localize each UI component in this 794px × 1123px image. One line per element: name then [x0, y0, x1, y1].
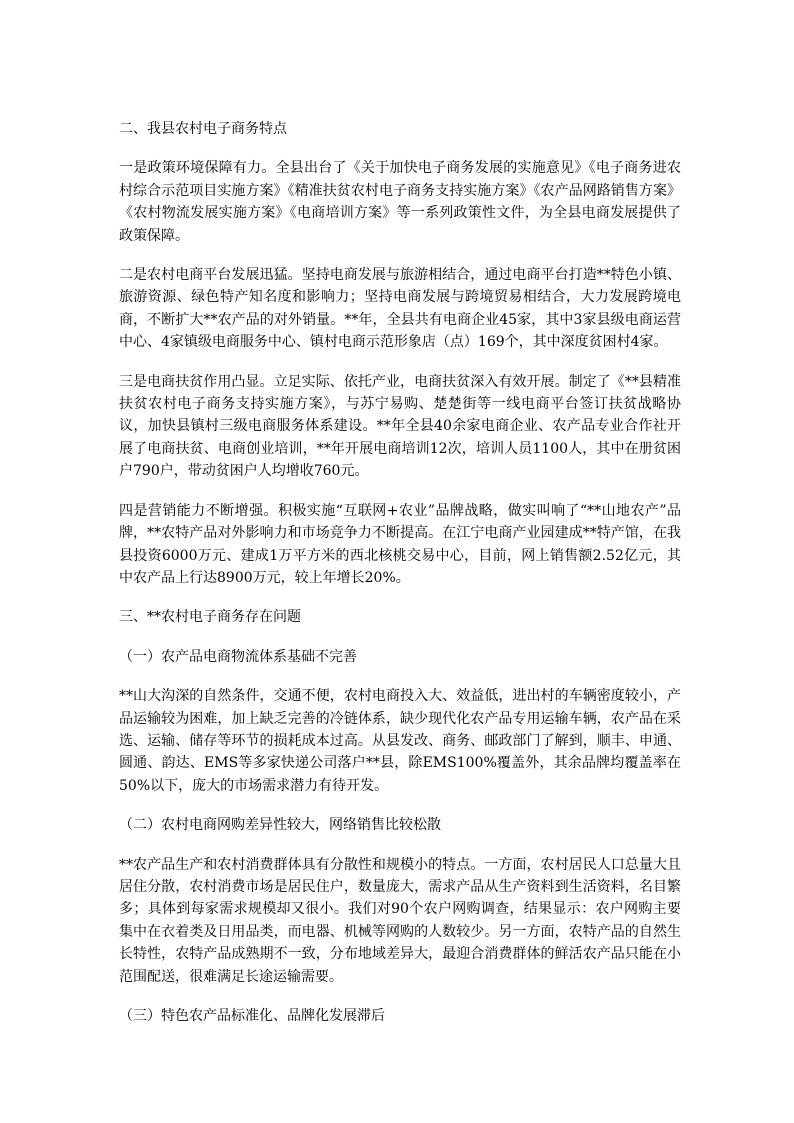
paragraph-poverty-alleviation: 三是电商扶贫作用凸显。立足实际、依托产业，电商扶贫深入有效开展。制定了《**县精准扶贫农村电子商务支持实施方案》，与苏宁易购、楚楚街等一线电商平台签订扶贫战略协议，加快县镇村三级电商服务体系建设。**年全县40余家电商企业、农产品专业合作社开展了电商扶贫、电商创业培训，**年开展电商培训12次，培训人员1100人，其中在册贫困户790户，带动贫困户人均增收760元。: [119, 373, 681, 480]
paragraph-ecommerce-platform: 二是农村电商平台发展迅猛。坚持电商发展与旅游相结合，通过电商平台打造**特色小镇、旅游资源、绿色特产知名度和影响力；坚持电商发展与跨境贸易相结合，大力发展跨境电商，不断扩大**农产品的对外销量。**年，全县共有电商企业45家，其中3家县级电商运营中心、4家镇级电商服务中心、镇村电商示范形象店（点）169个，其中深度贫困村4家。: [119, 267, 681, 351]
section-heading-problems: 三、**农村电子商务存在问题: [119, 609, 301, 626]
paragraph-policy-environment: 一是政策环境保障有力。全县出台了《关于加快电子商务发展的实施意见》《电子商务进农村综合示范项目实施方案》《精准扶贫农村电子商务支持实施方案》《农产品网路销售方案》《农村物流发展实施方案》《电商培训方案》等一系列政策性文件，为全县电商发展提供了政策保障。: [119, 160, 681, 244]
subheading-online-shopping: （二）农村电商网购差异性较大，网络销售比较松散: [119, 817, 441, 834]
paragraph-online-shopping: **农产品生产和农村消费群体具有分散性和规模小的特点。一方面，农村居民人口总量大且居住分散，农村消费市场是居民住户，数量庞大，需求产品从生产资料到生活资料，名目繁多；具体到每家需求规模却又很小。我们对90个农户网购调查，结果显示：农户网购主要集中在衣着类及日用品类，而电器、机械等网购的人数较少。另一方面，农特产品的自然生长特性，农特产品成熟期不一致，分布地域差异大，最迎合消费群体的鲜活农产品只能在小范围配送，很难满足长途运输需要。: [119, 856, 681, 985]
subheading-logistics: （一）农产品电商物流体系基础不完善: [119, 648, 357, 665]
subheading-branding: （三）特色农产品标准化、品牌化发展滞后: [119, 1008, 385, 1024]
paragraph-logistics: **山大沟深的自然条件，交通不便，农村电商投入大、效益低，进出村的车辆密度较小，产品运输较为困难，加上缺乏完善的冷链体系，缺少现代化农产品专用运输车辆，农产品在采选、运输、储存等环节的损耗成本过高。从县发改、商务、邮政部门了解到，顺丰、申通、圆通、韵达、EMS等多家快递公司落户**县，除EMS100%覆盖外，其余品牌均覆盖率在50%以下，庞大的市场需求潜力有待开发。: [119, 688, 681, 794]
document-body: [119, 118, 681, 1044]
paragraph-marketing-capability: 四是营销能力不断增强。积极实施“互联网+农业”品牌战略，做实叫响了“**山地农产”品牌，**农特产品对外影响力和市场竞争力不断提高。在江宁电商产业园建成**特产馆，在我县投资6000万元、建成1万平方米的西北核桃交易中心，目前，网上销售额2.52亿元，其中农产品上行达8900万元，较上年增长20%。: [119, 502, 681, 586]
section-heading-features: 二、我县农村电子商务特点: [119, 121, 287, 137]
